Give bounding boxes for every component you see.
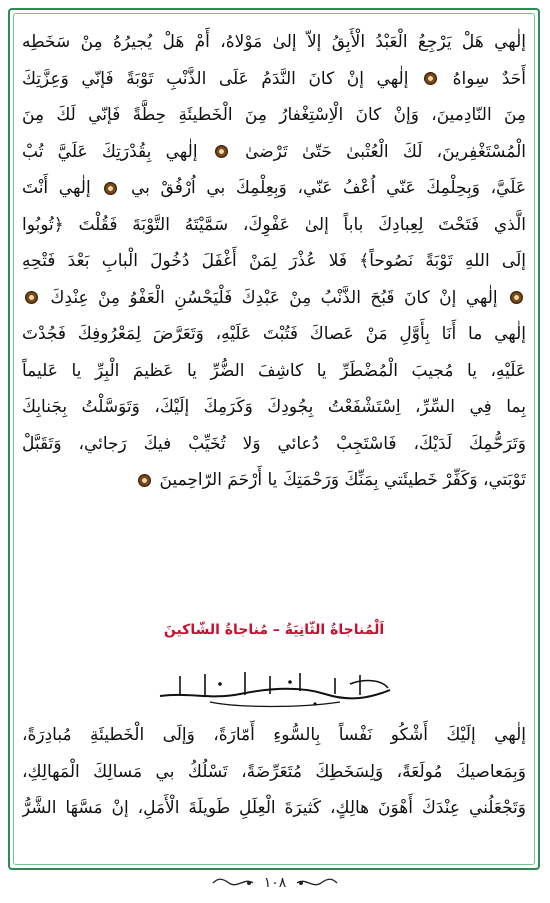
rosette-separator-icon — [424, 72, 437, 85]
text-line: الَّذي فَتَحْتَ لِعِبادِكَ باباً إلىٰ عَفْوِكَ، سَمَّيْتَهُ التَّوْبَةَ فَقُلْتَ ﴿تُوبُوا — [22, 214, 526, 235]
text-line: وَبِمَعاصيكَ مُولَعَةً، وَلِسَخَطِكَ مُتَعَرِّضَةً، تَسْلُكُ بي مَسالِكَ الْمَهالِكِ، — [22, 761, 526, 782]
text-line: إلٰهي إلَيْكَ أَشْكُو نَفْساً بِالسُّوءِ أَمّارَةً، وَإلَى الْخَطيئَةِ مُبادِرَةً، — [22, 725, 526, 745]
text-line: الْمُسْتَغْفِرينَ، لَكَ الْعُتْبىٰ حَتّىٰ تَرْضىٰ إلٰهي بِقُدْرَتِكَ عَلَيَّ تُبْ — [22, 141, 526, 162]
text-line: إلٰهي إنْ كانَ قَبُحَ الذَّنْبُ مِنْ عَبْدِكَ فَلْيَحْسُنِ الْعَفْوُ مِنْ عِنْدِكَ — [22, 280, 526, 317]
ornament-right-icon — [211, 876, 255, 890]
basmala-calligraphy — [150, 664, 400, 710]
text-line: وَتَرَحُّمِكَ لَدَيْكَ، فَاسْتَجِبْ دُعائي وَلا تُخَيِّبْ فيكَ رَجائي، وَتَقَبَّلْ — [22, 433, 526, 454]
section-heading: اَلْمُناجاةُ الثّانِيَةُ – مُناجاةُ الشّاكينَ — [163, 622, 385, 638]
supplication-text-block — [22, 24, 526, 499]
ornament-left-icon — [295, 876, 339, 890]
rosette-separator-icon — [510, 291, 523, 304]
text-line: إلٰهي هَلْ يَرْجِعُ الْعَبْدُ الْأَبِقُ إلاّ إلىٰ مَوْلاهُ، أَمْ هَلْ يُجيرُهُ مِنْ سَخَطِه — [22, 32, 526, 52]
page-footer — [200, 872, 350, 894]
page-number: ١٠٨ — [263, 875, 287, 891]
text-line: عَلَيْهِ، يا مُجيبَ الْمُضْطَرِّ يا كاشِفَ الضُّرِّ يا عَظيمَ الْبِرِّ يا عَليماً — [22, 360, 526, 381]
text-line: إلٰهي ما أَنَا بِأَوَّلِ مَنْ عَصاكَ فَتُبْتَ عَلَيْهِ، وَتَعَرَّضَ لِمَعْرُوفِكَ فَجُدْتَ — [22, 324, 526, 344]
rosette-separator-icon — [138, 474, 151, 487]
text-line: تَوْبَتي، وَكَفِّرْ خَطيئَتي بِمَنِّكَ وَرَحْمَتِكَ يا أَرْحَمَ الرّاحِمينَ — [22, 462, 526, 499]
rosette-separator-icon — [25, 291, 38, 304]
rosette-separator-icon — [104, 182, 117, 195]
text-line: إلَى اللهِ تَوْبَةً نَصُوحاً﴾ فَلا عُذْرَ لِمَنْ أَغْفَلَ دُخُولَ الْبابِ بَعْدَ فَتْحِهِ — [22, 251, 526, 271]
text-line: أَحَدٌ سِواهُ إلٰهي إنْ كانَ النَّدَمُ عَلَى الذَّنْبِ تَوْبَةً فَإنّي وَعِزَّتِكَ — [22, 68, 526, 89]
text-line: وَتَجْعَلُني عِنْدَكَ أَهْوَنَ هالِكٍ، كَثيرَةَ الْعِلَلِ طَويلَةَ الْأَمَلِ، إنْ مَسَّهَا الشَّرُّ — [22, 798, 526, 818]
text-line: عَلَيَّ، وَبِحِلْمِكَ عَنّي اُعْفُ عَنّي، وَبِعِلْمِكَ بي اُرْفُقْ بي إلٰهي أَنْتَ — [22, 178, 526, 198]
rosette-separator-icon — [215, 145, 228, 158]
supplication-text-block-2 — [22, 717, 526, 827]
text-line: مِنَ النّادِمينَ، وَإنْ كانَ الْاِسْتِغْفارُ مِنَ الْخَطيئَةِ حِطَّةً فَإنّي لَكَ مِنَ — [22, 105, 526, 125]
text-line: بِما فِي السِّرِّ، اِسْتَشْفَعْتُ بِجُودِكَ وَكَرَمِكَ إلَيْكَ، وَتَوَسَّلْتُ بِجَنابِكَ — [22, 397, 526, 417]
